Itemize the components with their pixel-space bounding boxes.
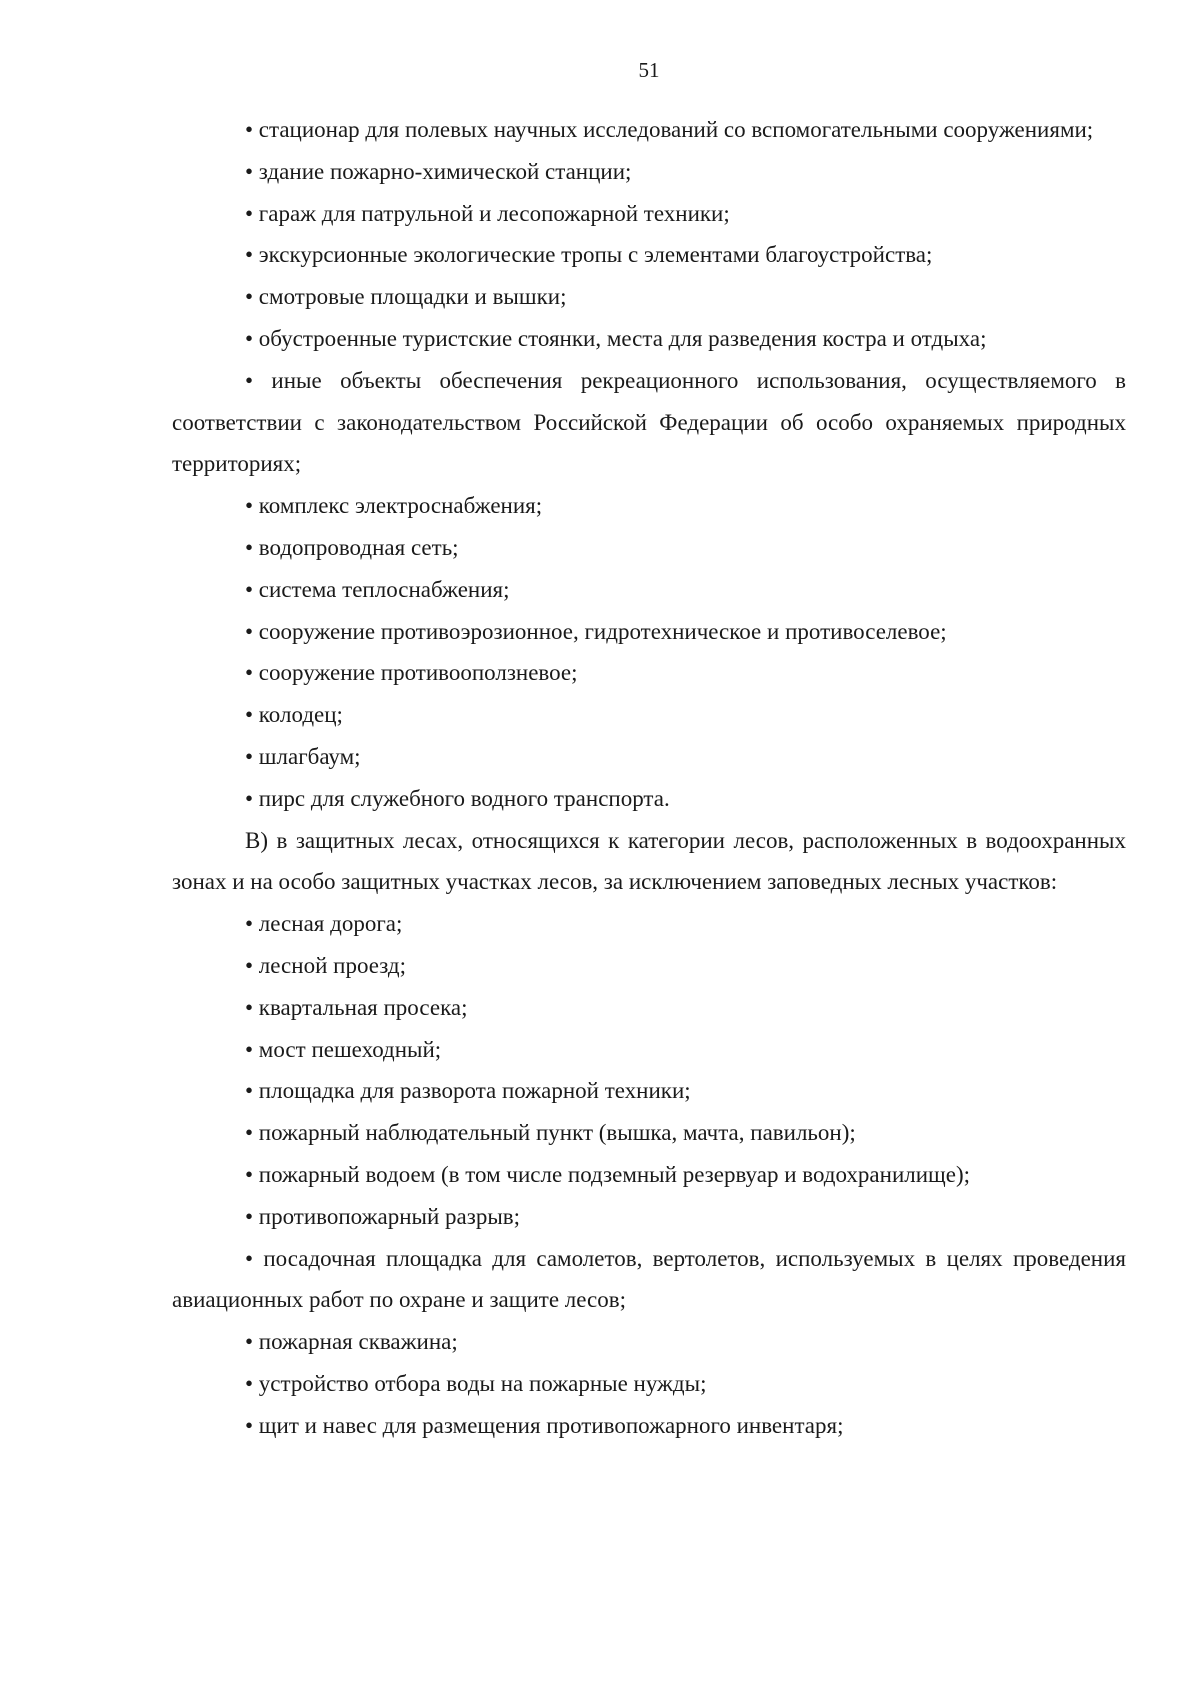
list-item: • колодец; (245, 702, 343, 728)
list-item: • экскурсионные экологические тропы с элементами благоустройства; (245, 242, 933, 268)
list-item: • шлагбаум; (245, 743, 361, 769)
list-item: • лесной проезд; (245, 952, 406, 978)
list-item: • комплекс электроснабжения; (245, 493, 543, 519)
list-item: • водопроводная сеть; (245, 534, 459, 560)
list-item: • система теплоснабжения; (245, 576, 510, 602)
list-item: • пожарный водоем (в том числе подземный резервуар и водохранилище); (245, 1161, 971, 1187)
list-item: • иные объекты обеспечения рекреационного использования, осуществляемого в соответствии с законодательством Российской Федерации об особо охраняемых природных территориях; (172, 367, 1126, 477)
list-item: • противопожарный разрыв; (245, 1203, 521, 1229)
list-item: • посадочная площадка для самолетов, вертолетов, используемых в целях проведения авиационных работ по охране и защите лесов; (172, 1245, 1126, 1313)
list-item: • площадка для разворота пожарной техники; (245, 1078, 691, 1104)
list-item: • гараж для патрульной и лесопожарной техники; (245, 200, 730, 226)
page-number: 51 (638, 58, 660, 82)
list-item: • сооружение противооползневое; (245, 660, 578, 686)
list-item: • стационар для полевых научных исследований со вспомогательными сооружениями; (245, 117, 1094, 142)
list-item: • пожарная скважина; (245, 1329, 458, 1355)
list-item: • обустроенные туристские стоянки, места для разведения костра и отдыха; (245, 325, 987, 351)
section-paragraph: В) в защитных лесах, относящихся к категории лесов, расположенных в водоохранных зонах и на особо защитных участках лесов, за исключением заповедных лесных участков: (172, 827, 1126, 895)
list-item: • сооружение противоэрозионное, гидротехническое и противоселевое; (245, 618, 947, 644)
list-item: • пожарный наблюдательный пункт (вышка, мачта, павильон); (245, 1120, 856, 1146)
list-item: • здание пожарно-химической станции; (245, 158, 632, 184)
list-item: • квартальная просека; (245, 994, 468, 1020)
document-body (172, 109, 1126, 1447)
list-item: • смотровые площадки и вышки; (245, 284, 567, 310)
list-item: • щит и навес для размещения противопожарного инвентаря; (245, 1412, 844, 1438)
list-item: • мост пешеходный; (245, 1036, 442, 1062)
list-item: • устройство отбора воды на пожарные нужды; (245, 1370, 707, 1396)
list-item: • пирс для служебного водного транспорта. (245, 785, 670, 811)
list-item: • лесная дорога; (245, 911, 403, 937)
